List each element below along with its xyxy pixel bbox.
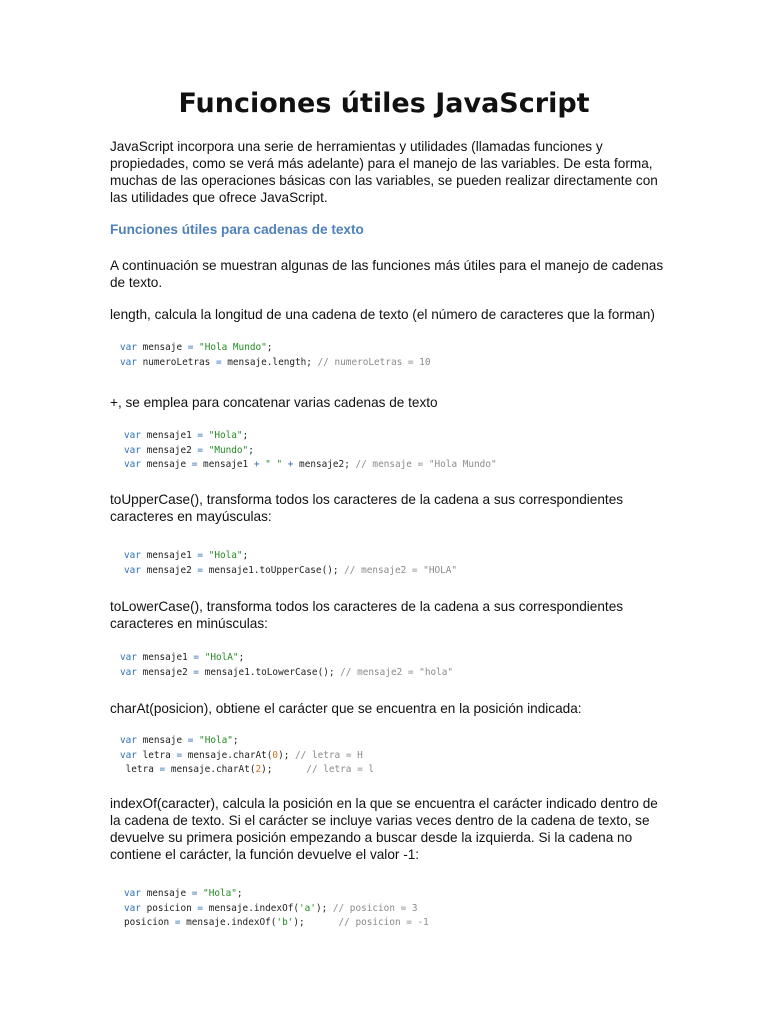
indexof-description: indexOf(caracter), calcula la posición en la que se encuentra el carácter indicado dentro de la cadena de texto. Si el carácter se incluye varias veces dentro de la cadena de texto, se devuelve su primera posición empezando a buscar desde la izquierda. Si la cadena no contiene el carácter, la función devuelve el valor -1: [110, 796, 658, 862]
code-line: var mensaje = "Hola"; [120, 735, 239, 746]
code-line: var mensaje1 = "HolA"; [120, 652, 245, 663]
code-line: var mensaje = "Hola Mundo"; [120, 342, 273, 353]
code-line: var mensaje2 = "Mundo"; [124, 444, 254, 456]
code-line: var posicion = mensaje.indexOf('a'); // posicion = 3 [124, 902, 418, 914]
tolower-description: toLowerCase(), transforma todos los caracteres de la cadena a sus correspondientes caracteres en minúsculas: [110, 599, 624, 631]
code-line: letra = mensaje.charAt(2); // letra = l [120, 764, 375, 775]
section-heading: Funciones útiles para cadenas de texto [110, 222, 364, 237]
code-line: var mensaje2 = mensaje1.toUpperCase(); // mensaje2 = "HOLA" [124, 564, 458, 576]
code-line: posicion = mensaje.indexOf('b'); // posicion = -1 [124, 917, 429, 928]
toupper-code-block [124, 549, 457, 578]
code-line: var mensaje1 = "Hola"; [124, 550, 249, 561]
charat-code-block [120, 734, 374, 778]
code-line: var numeroLetras = mensaje.length; // numeroLetras = 10 [120, 356, 431, 368]
page-title: Funciones útiles JavaScript [178, 88, 590, 119]
length-description: length, calcula la longitud de una cadena de texto (el número de caracteres que la forman) [110, 307, 655, 322]
code-line: var letra = mensaje.charAt(0); // letra = H [120, 749, 363, 761]
section-intro-paragraph: A continuación se muestran algunas de las funciones más útiles para el manejo de cadenas de texto. [110, 258, 664, 290]
intro-paragraph: JavaScript incorpora una serie de herramientas y utilidades (llamadas funciones y propiedades, como se verá más adelante) para el manejo de las variables. De esta forma, muchas de las operaciones básicas con las variables, se pueden realizar directamente con las utilidades que ofrece JavaScript. [110, 139, 658, 205]
tolower-code-block [120, 651, 453, 680]
length-code-block [120, 341, 430, 370]
concat-description: +, se emplea para concatenar varias cadenas de texto [110, 395, 438, 410]
code-line: var mensaje2 = mensaje1.toLowerCase(); // mensaje2 = "hola" [120, 666, 454, 678]
code-line: var mensaje1 = "Hola"; [124, 430, 249, 441]
code-line: var mensaje = mensaje1 + " " + mensaje2; // mensaje = "Hola Mundo" [124, 459, 497, 470]
toupper-description: toUpperCase(), transforma todos los caracteres de la cadena a sus correspondientes caracteres en mayúsculas: [110, 492, 624, 524]
charat-description: charAt(posicion), obtiene el carácter que se encuentra en la posición indicada: [110, 701, 582, 716]
indexof-code-block [124, 887, 429, 931]
concat-code-block [124, 429, 497, 473]
code-line: var mensaje = "Hola"; [124, 888, 243, 899]
